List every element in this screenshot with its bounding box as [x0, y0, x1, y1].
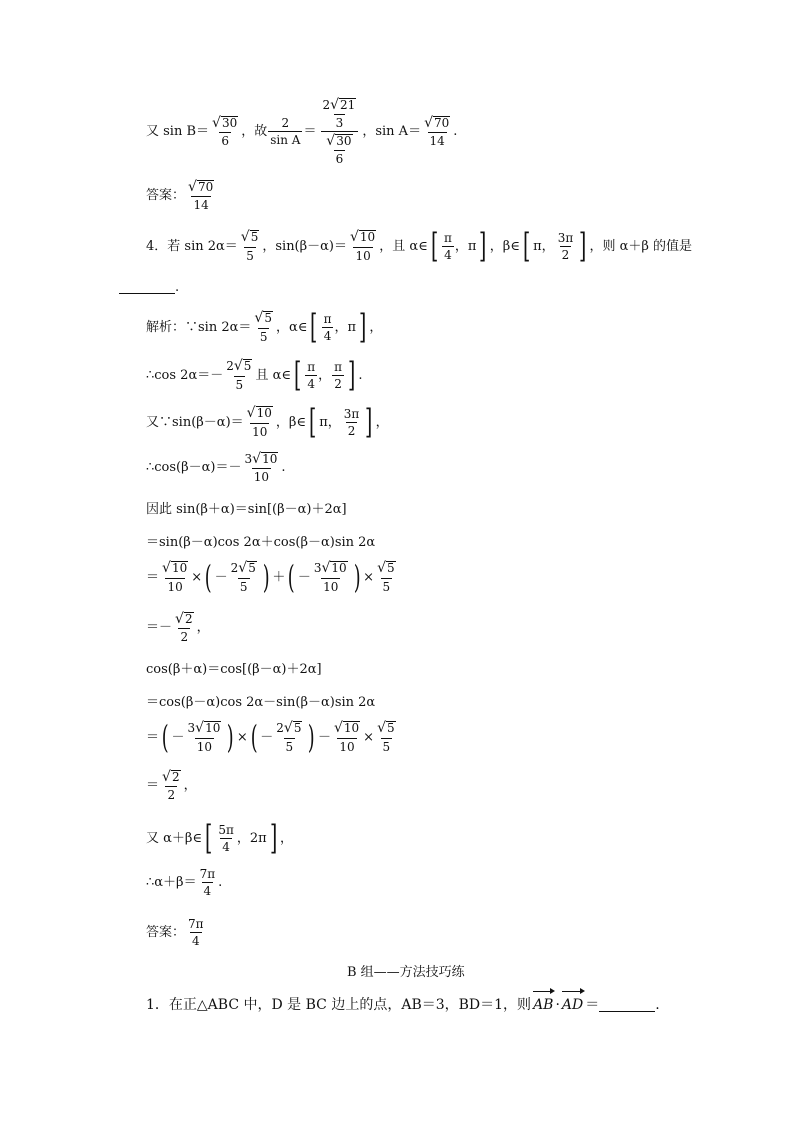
- answer-line-1: [146, 180, 217, 211]
- question-1: 1．在正△ABC 中，D 是 BC 边上的点，AB＝3，BD＝1，则 AB · AD ＝ .: [146, 998, 660, 1012]
- vector-AB: AB: [533, 998, 553, 1012]
- solution-line-13: 又 α＋β∈ [ $\frac{5\pi}{4}$ ，2π ] ，: [146, 818, 293, 858]
- fraction: √ 70 14: [188, 179, 214, 213]
- solution-line-9: cos(β＋α)＝cos[(β－α)＋2α]: [146, 662, 322, 677]
- fraction: √ 70 14: [424, 115, 450, 149]
- solution-line-14: ∴α＋β＝ $\frac{7\pi}{4}$ .: [146, 867, 223, 898]
- text: ＝: [303, 124, 317, 140]
- solution-line-10: ＝cos(β－α)cos 2α－sin(β－α)sin 2α: [146, 695, 376, 710]
- answer-blank[interactable]: [119, 281, 175, 294]
- solution-line-6: ＝sin(β－α)cos 2α＋cos(β－α)sin 2α: [146, 535, 376, 550]
- answer-line-2: 答案： $\frac{7\pi}{4}$: [146, 917, 204, 948]
- fraction: $\frac{2}{\text{sin A}}$: [270, 116, 301, 148]
- solution-line-1: 解析：∵sin 2α＝ √ 5 5 ，α∈ [ $\frac{\pi}{4}$ ，π ] ，: [146, 307, 383, 347]
- solution-line-3: 又∵sin(β－α)＝ √ 10 10 ，β∈ [ π， $\frac{3\pi}{2}$ ] ，: [146, 402, 389, 442]
- vector-AD: AD: [562, 998, 583, 1012]
- solution-line-12: ＝ √ 2 2 ，: [146, 769, 197, 803]
- solution-line-5: 因此 sin(β＋α)＝sin[(β－α)＋2α]: [146, 502, 347, 517]
- solution-line-11: ＝ ( － 3 √ 10 10 ) × ( － 2 √ 5 5 ) － √ 10 10 × √ 5 5: [146, 718, 395, 756]
- text: ，故: [241, 124, 268, 140]
- answer-blank-q4: .: [119, 281, 179, 294]
- solution-line-8: ＝－ √ 2 2 ，: [146, 611, 210, 645]
- solution-line-2: ∴cos 2α＝－ 2 √ 5 5 且 α∈ [ $\frac{\pi}{4}$ ， $\frac{\pi}{2}$ ] .: [146, 355, 363, 395]
- answer-label: 答案：: [146, 188, 186, 204]
- text: 又 sin B＝: [146, 124, 210, 140]
- solution-line-7: ＝ √ 10 10 × ( － 2 √ 5 5 ) ＋ ( － 3 √ 10 10 ) × √ 5 5: [146, 558, 395, 596]
- solution-line-4: ∴cos(β－α)＝－ 3 √ 10 10 .: [146, 451, 286, 485]
- answer-blank[interactable]: [599, 999, 655, 1012]
- line-sinB: 又 sin B＝ √ 30 6 ，故 $\frac{2}{\text{sin A}}$ ＝ 2 √ 21 3 √ 30 6 ， sin A＝ √ 70 14 .: [146, 97, 458, 167]
- question-4: 4．若 sin 2α＝ √ 5 5 ，sin(β－α)＝ √ 10 10 ，且 α∈ [ $\frac{\pi}{4}$ ， π ] ，β∈ [ π， $\frac{3\pi}{2}$ ] ，则 α＋β 的值是: [146, 226, 693, 266]
- fraction: √ 30 6: [212, 115, 238, 149]
- compound-fraction: 2 √ 21 3 √ 30 6: [317, 98, 361, 165]
- section-heading: B 组——方法技巧练: [347, 965, 465, 980]
